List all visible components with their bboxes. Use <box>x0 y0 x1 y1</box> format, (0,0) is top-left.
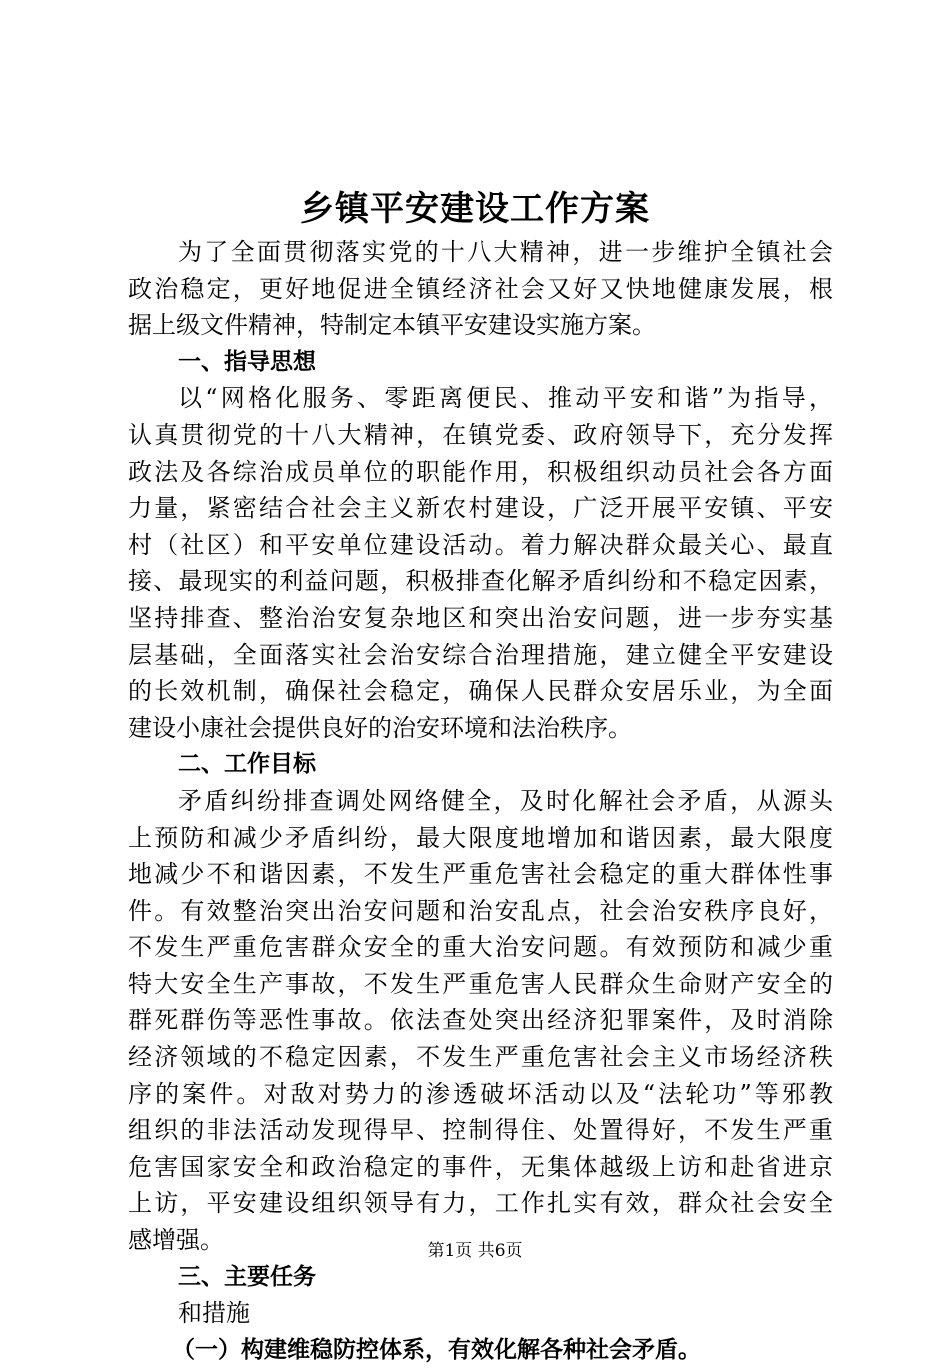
document-body <box>128 234 833 1368</box>
text-line: 认真贯彻党的十八大精神，在镇党委、政府领导下，充分发挥 <box>128 420 833 449</box>
section-heading: 三、主要任务 <box>178 1263 316 1290</box>
text-line: 危害国家安全和政治稳定的事件，无集体越级上访和赴省进京 <box>128 1152 833 1181</box>
text-line: 不发生严重危害群众安全的重大治安问题。有效预防和减少重 <box>128 933 833 962</box>
text-line: 感增强。 <box>128 1226 224 1255</box>
text-line: 以“网格化服务、零距离便民、推动平安和谐”为指导， <box>178 384 833 413</box>
text-line: 上访，平安建设组织领导有力，工作扎实有效，群众社会安全 <box>128 1189 833 1218</box>
page-footer: 第1页 共6页 <box>427 1241 523 1261</box>
text-line: 组织的非法活动发现得早、控制得住、处置得好，不发生严重 <box>128 1116 833 1145</box>
text-line: 件。有效整治突出治安问题和治安乱点，社会治安秩序良好， <box>128 896 833 925</box>
text-line: 序的案件。对敌对势力的渗透破坏活动以及“法轮功”等邪教 <box>128 1079 833 1108</box>
section-heading: 二、工作目标 <box>178 751 316 778</box>
text-line: 政治稳定，更好地促进全镇经济社会又好又快地健康发展，根 <box>128 274 833 303</box>
text-line: 地减少不和谐因素，不发生严重危害社会稳定的重大群体性事 <box>128 860 833 889</box>
text-line: 力量，紧密结合社会主义新农村建设，广泛开展平安镇、平安 <box>128 494 833 523</box>
text-line: 为了全面贯彻落实党的十八大精神，进一步维护全镇社会 <box>178 238 833 266</box>
text-line: 群死群伤等恶性事故。依法查处突出经济犯罪案件，及时消除 <box>128 1006 833 1035</box>
text-line: 村（社区）和平安单位建设活动。着力解决群众最关心、最直 <box>128 530 833 559</box>
text-line: 上预防和减少矛盾纠纷，最大限度地增加和谐因素，最大限度 <box>128 823 833 852</box>
text-line: 的长效机制，确保社会稳定，确保人民群众安居乐业，为全面 <box>128 677 833 706</box>
text-line: 政法及各综治成员单位的职能作用，积极组织动员社会各方面 <box>128 457 833 486</box>
text-line: 矛盾纠纷排查调处网络健全，及时化解社会矛盾，从源头 <box>178 786 833 815</box>
text-line: （一）构建维稳防控体系，有效化解各种社会矛盾。 <box>172 1336 701 1363</box>
text-line: 特大安全生产事故，不发生严重危害人民群众生命财产安全的 <box>128 969 833 998</box>
text-line: 和措施 <box>178 1299 250 1328</box>
text-line: 接、最现实的利益问题，积极排查化解矛盾纠纷和不稳定因素， <box>128 567 833 596</box>
document-title: 乡镇平安建设工作方案 <box>300 189 650 229</box>
text-line: 坚持排查、整治治安复杂地区和突出治安问题，进一步夯实基 <box>128 603 833 632</box>
section-heading: 一、指导思想 <box>178 348 316 375</box>
text-line: 建设小康社会提供良好的治安环境和法治秩序。 <box>128 713 632 742</box>
text-line: 据上级文件精神，特制定本镇平安建设实施方案。 <box>128 311 656 340</box>
text-line: 层基础，全面落实社会治安综合治理措施，建立健全平安建设 <box>128 640 833 669</box>
text-line: 经济领域的不稳定因素，不发生严重危害社会主义市场经济秩 <box>128 1043 833 1072</box>
